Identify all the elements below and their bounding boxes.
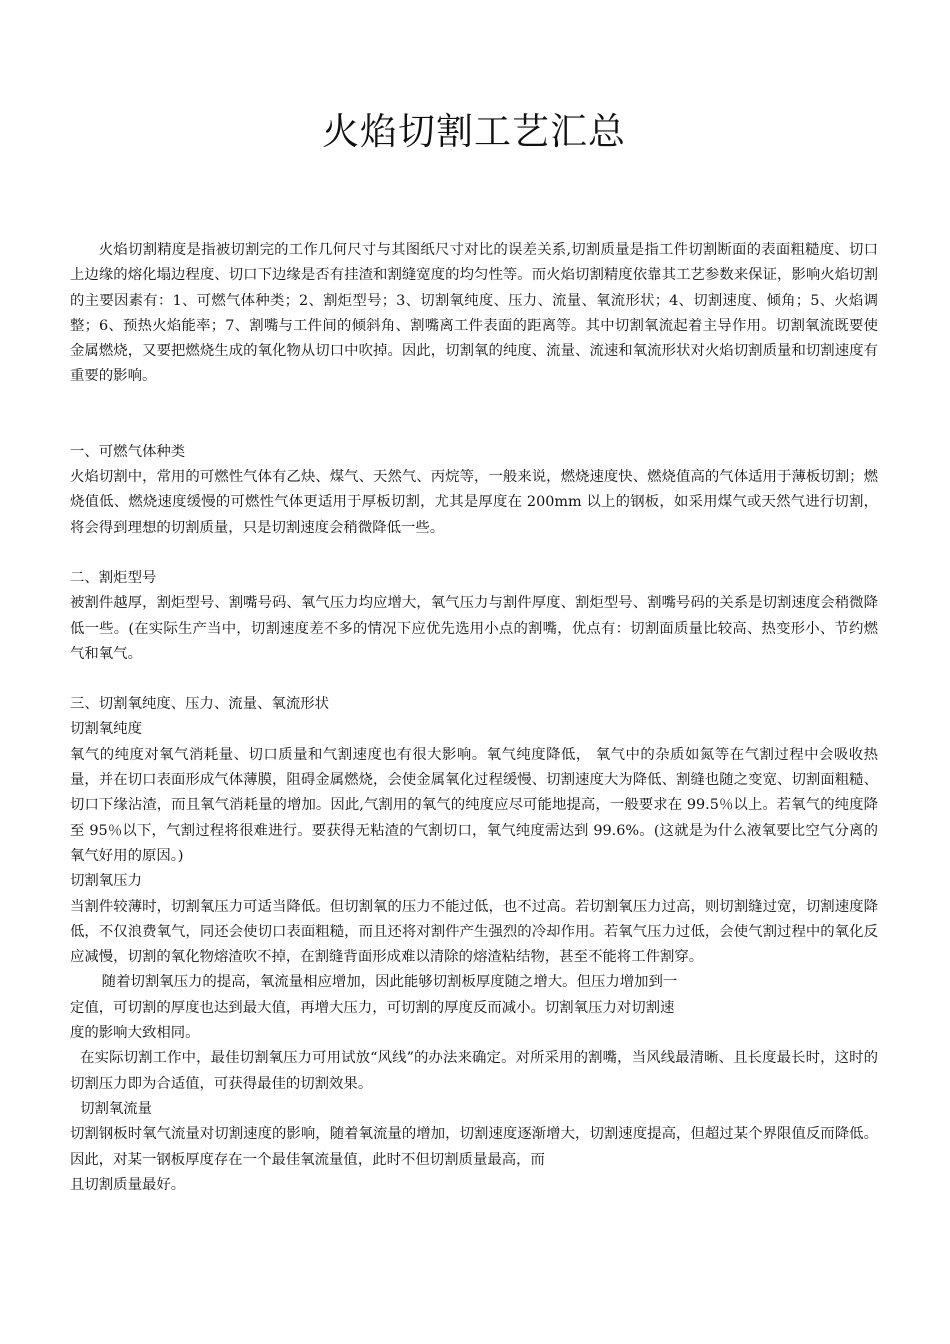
document-body <box>70 238 878 1198</box>
document-title: 火焰切割工艺汇总 <box>322 110 626 153</box>
section-text-fuel-gas: 火焰切割中，常用的可燃性气体有乙炔、煤气、天然气、丙烷等，一般来说，燃烧速度快、燃烧值高的气体适用于薄板切割；燃烧值低、燃烧速度缓慢的可燃性气体更适用于厚板切割，尤其是厚度在 200mm 以上的钢板，如采用煤气或天然气进行切割，将会得到理想的切割质量，只是切割速度会稍微降低一些。 <box>70 469 878 536</box>
section-text-torch-model: 被割件越厚，割炬型号、割嘴号码、氧气压力均应增大，氧气压力与割件厚度、割炬型号、割嘴号码的关系是切割速度会稍微降低一些。(在实际生产当中，切割速度差不多的情况下应优先选用小点的割嘴，优点有：切割面质量比较高、热变形小、节约燃气和氧气。 <box>70 595 878 662</box>
section-heading-fuel-gas: 一、可燃气体种类 <box>70 443 186 460</box>
section-spacer <box>70 390 878 440</box>
section-spacer <box>70 667 878 692</box>
section-heading-oxygen: 三、切割氧纯度、压力、流量、氧流形状 <box>70 696 330 713</box>
text-oxygen-pressure: 当割件较薄时，切割氧压力可适当降低。但切割氧的压力不能过低，也不过高。若切割氧压力过高，则切割缝过宽，切割速度降低，不仅浪费氧气，同还会使切口表面粗糙，而且还将对割件产生强烈的冷却作用。若氧气压力过低，会使气割过程中的氧化反应减慢，切割的氧化物熔渣吹不掉，在割缝背面形成难以清除的熔渣粘结物，甚至不能将工件割穿。 <box>70 898 878 966</box>
pressure-line-2: 定值，可切割的厚度也达到最大值，再增大压力，可切割的厚度反而减小。切割氧压力对切割速 <box>70 999 675 1016</box>
subheading-oxygen-flow: 切割氧流量 <box>80 1100 153 1117</box>
subheading-oxygen-purity: 切割氧纯度 <box>70 721 142 738</box>
document-page <box>70 0 878 1344</box>
text-oxygen-flow: 切割钢板时氧气流量对切割速度的影响，随着氧流量的增加，切割速度逐渐增大，切割速度提高，但超过某个界限值反而降低。因此，对某一钢板厚度存在一个最佳氧流量值，此时不但切割质量最高，而 <box>70 1126 878 1168</box>
section-spacer <box>70 541 878 566</box>
section-heading-torch-model: 二、割炬型号 <box>70 569 157 586</box>
pressure-line-3: 度的影响大致相同。 <box>70 1025 200 1042</box>
text-wind-line-method: 在实际切割工作中，最佳切割氧压力可用试放“风线”的办法来确定。对所采用的割嘴，当风线最清晰、且长度最长时，这时的切割压力即为合适值，可获得最佳的切割效果。 <box>70 1050 878 1092</box>
text-oxygen-purity: 氧气的纯度对氧气消耗量、切口质量和气割速度也有很大影响。氧气纯度降低， 氧气中的杂质如氮等在气割过程中会吸收热量，并在切口表面形成气体薄膜，阻碍金属燃烧，会使金属氧化过程缓慢、切割速度大为降低、割缝也随之变宽、切割面粗糙、切口下缘沾渣，而且氧气消耗量的增加。因此,气割用的氧气的纯度应尽可能地提高，一般要求在 99.5％以上。若氧气的纯度降至 95％以下，气割过程将很难进行。要获得无粘渣的气割切口，氧气纯度需达到 99.6%。(这就是为什么液氧要比空气分离的氧气好用的原因。) <box>70 746 878 864</box>
intro-paragraph: 火焰切割精度是指被切割完的工作几何尺寸与其图纸尺寸对比的误差关系,切割质量是指工件切割断面的表面粗糙度、切口上边缘的熔化塌边程度、切口下边缘是否有挂渣和割缝宽度的均匀性等。而火焰切割精度依靠其工艺参数来保证，影响火焰切割的主要因素有：1、可燃气体种类；2、割炬型号；3、切割氧纯度、压力、流量、氧流形状；4、切割速度、倾角；5、火焰调整；6、预热火焰能率；7、割嘴与工件间的倾斜角、割嘴离工件表面的距离等。其中切割氧流起着主导作用。切割氧流既要使金属燃烧，又要把燃烧生成的氧化物从切口中吹掉。因此，切割氧的纯度、流量、流速和氧流形状对火焰切割质量和切割速度有重要的影响。 <box>70 242 878 385</box>
subheading-oxygen-pressure: 切割氧压力 <box>70 873 142 890</box>
text-oxygen-flow-last-line: 且切割质量最好。 <box>70 1176 186 1193</box>
pressure-line-1: 随着切割氧压力的提高，氧流量相应增加，因此能够切割板厚度随之增大。但压力增加到一 <box>101 974 678 991</box>
